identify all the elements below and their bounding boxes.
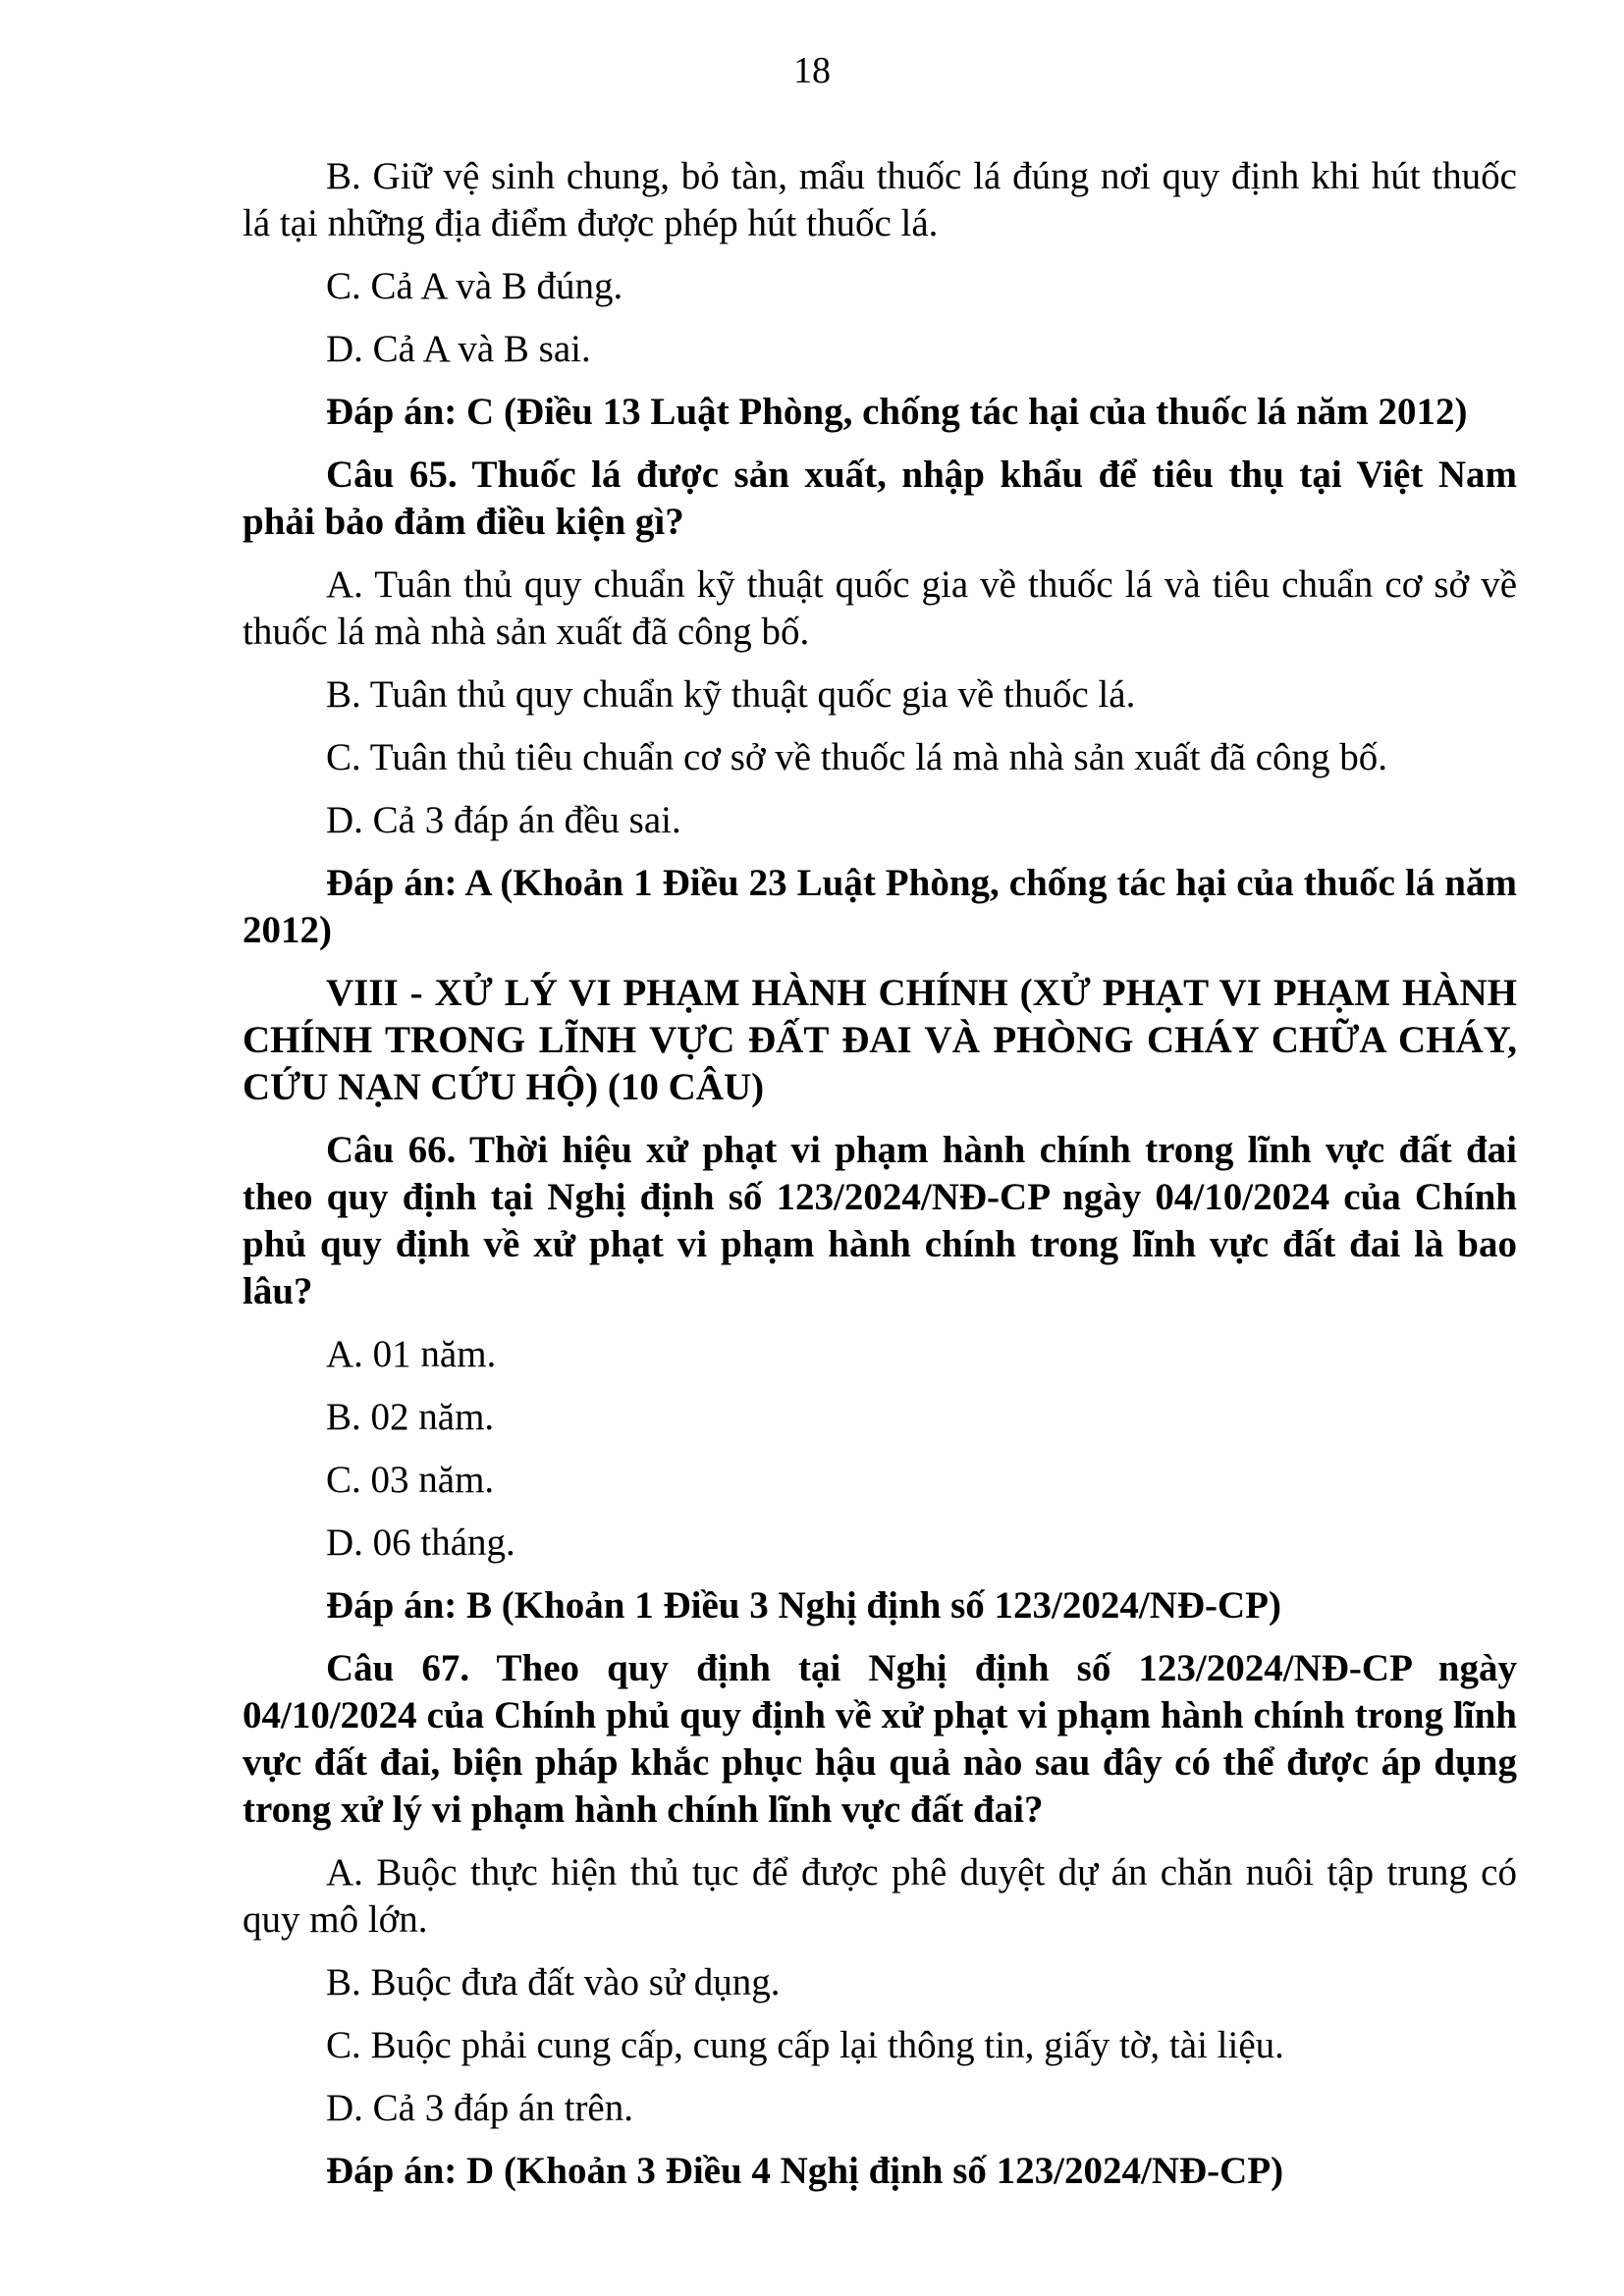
option-b-q66: B. 02 năm.	[326, 1396, 495, 1438]
answer-q67: Đáp án: D (Khoản 3 Điều 4 Nghị định số 123/2024/NĐ-CP)	[326, 2150, 1284, 2192]
question-67: Câu 67. Theo quy định tại Nghị định số 123/2024/NĐ-CP ngày 04/10/2024 của Chính phủ quy định về xử phạt vi phạm hành chính trong lĩnh vực đất đai, biện pháp khắc phục hậu quả nào sau đây có thể được áp dụng trong xử lý vi phạm hành chính lĩnh vực đất đai?	[243, 1647, 1517, 1831]
question-65: Câu 65. Thuốc lá được sản xuất, nhập khẩu để tiêu thụ tại Việt Nam phải bảo đảm điều kiện gì?	[243, 454, 1517, 543]
option-b-q64: B. Giữ vệ sinh chung, bỏ tàn, mẩu thuốc lá đúng nơi quy định khi hút thuốc lá tại những địa điểm được phép hút thuốc lá.	[243, 155, 1517, 244]
section-heading-viii: VIII - XỬ LÝ VI PHẠM HÀNH CHÍNH (XỬ PHẠT VI PHẠM HÀNH CHÍNH TRONG LĨNH VỰC ĐẤT ĐAI VÀ PHÒNG CHÁY CHỮA CHÁY, CỨU NẠN CỨU HỘ) (10 CÂU)	[243, 972, 1517, 1108]
option-d-q66: D. 06 tháng.	[326, 1522, 515, 1564]
option-a-q67: A. Buộc thực hiện thủ tục để được phê duyệt dự án chăn nuôi tập trung có quy mô lớn.	[243, 1851, 1517, 1941]
document-body	[243, 153, 1517, 2211]
page-number: 18	[793, 50, 831, 91]
option-d-q64: D. Cả A và B sai.	[326, 328, 591, 370]
answer-q64: Đáp án: C (Điều 13 Luật Phòng, chống tác hại của thuốc lá năm 2012)	[326, 391, 1468, 433]
question-66: Câu 66. Thời hiệu xử phạt vi phạm hành chính trong lĩnh vực đất đai theo quy định tại Nghị định số 123/2024/NĐ-CP ngày 04/10/2024 của Chính phủ quy định về xử phạt vi phạm hành chính trong lĩnh vực đất đai là bao lâu?	[243, 1129, 1517, 1312]
option-c-q65: C. Tuân thủ tiêu chuẩn cơ sở về thuốc lá mà nhà sản xuất đã công bố.	[326, 736, 1388, 778]
option-c-q66: C. 03 năm.	[326, 1459, 495, 1501]
option-d-q67: D. Cả 3 đáp án trên.	[326, 2087, 633, 2129]
option-d-q65: D. Cả 3 đáp án đều sai.	[326, 799, 681, 841]
answer-q65: Đáp án: A (Khoản 1 Điều 23 Luật Phòng, chống tác hại của thuốc lá năm 2012)	[243, 862, 1517, 951]
option-c-q64: C. Cả A và B đúng.	[326, 265, 623, 307]
option-a-q65: A. Tuân thủ quy chuẩn kỹ thuật quốc gia về thuốc lá và tiêu chuẩn cơ sở về thuốc lá mà nhà sản xuất đã công bố.	[243, 563, 1517, 653]
option-b-q65: B. Tuân thủ quy chuẩn kỹ thuật quốc gia về thuốc lá.	[326, 673, 1136, 716]
option-b-q67: B. Buộc đưa đất vào sử dụng.	[326, 1961, 781, 2003]
option-c-q67: C. Buộc phải cung cấp, cung cấp lại thông tin, giấy tờ, tài liệu.	[326, 2024, 1284, 2066]
option-a-q66: A. 01 năm.	[326, 1333, 497, 1375]
answer-q66: Đáp án: B (Khoản 1 Điều 3 Nghị định số 123/2024/NĐ-CP)	[326, 1584, 1281, 1627]
